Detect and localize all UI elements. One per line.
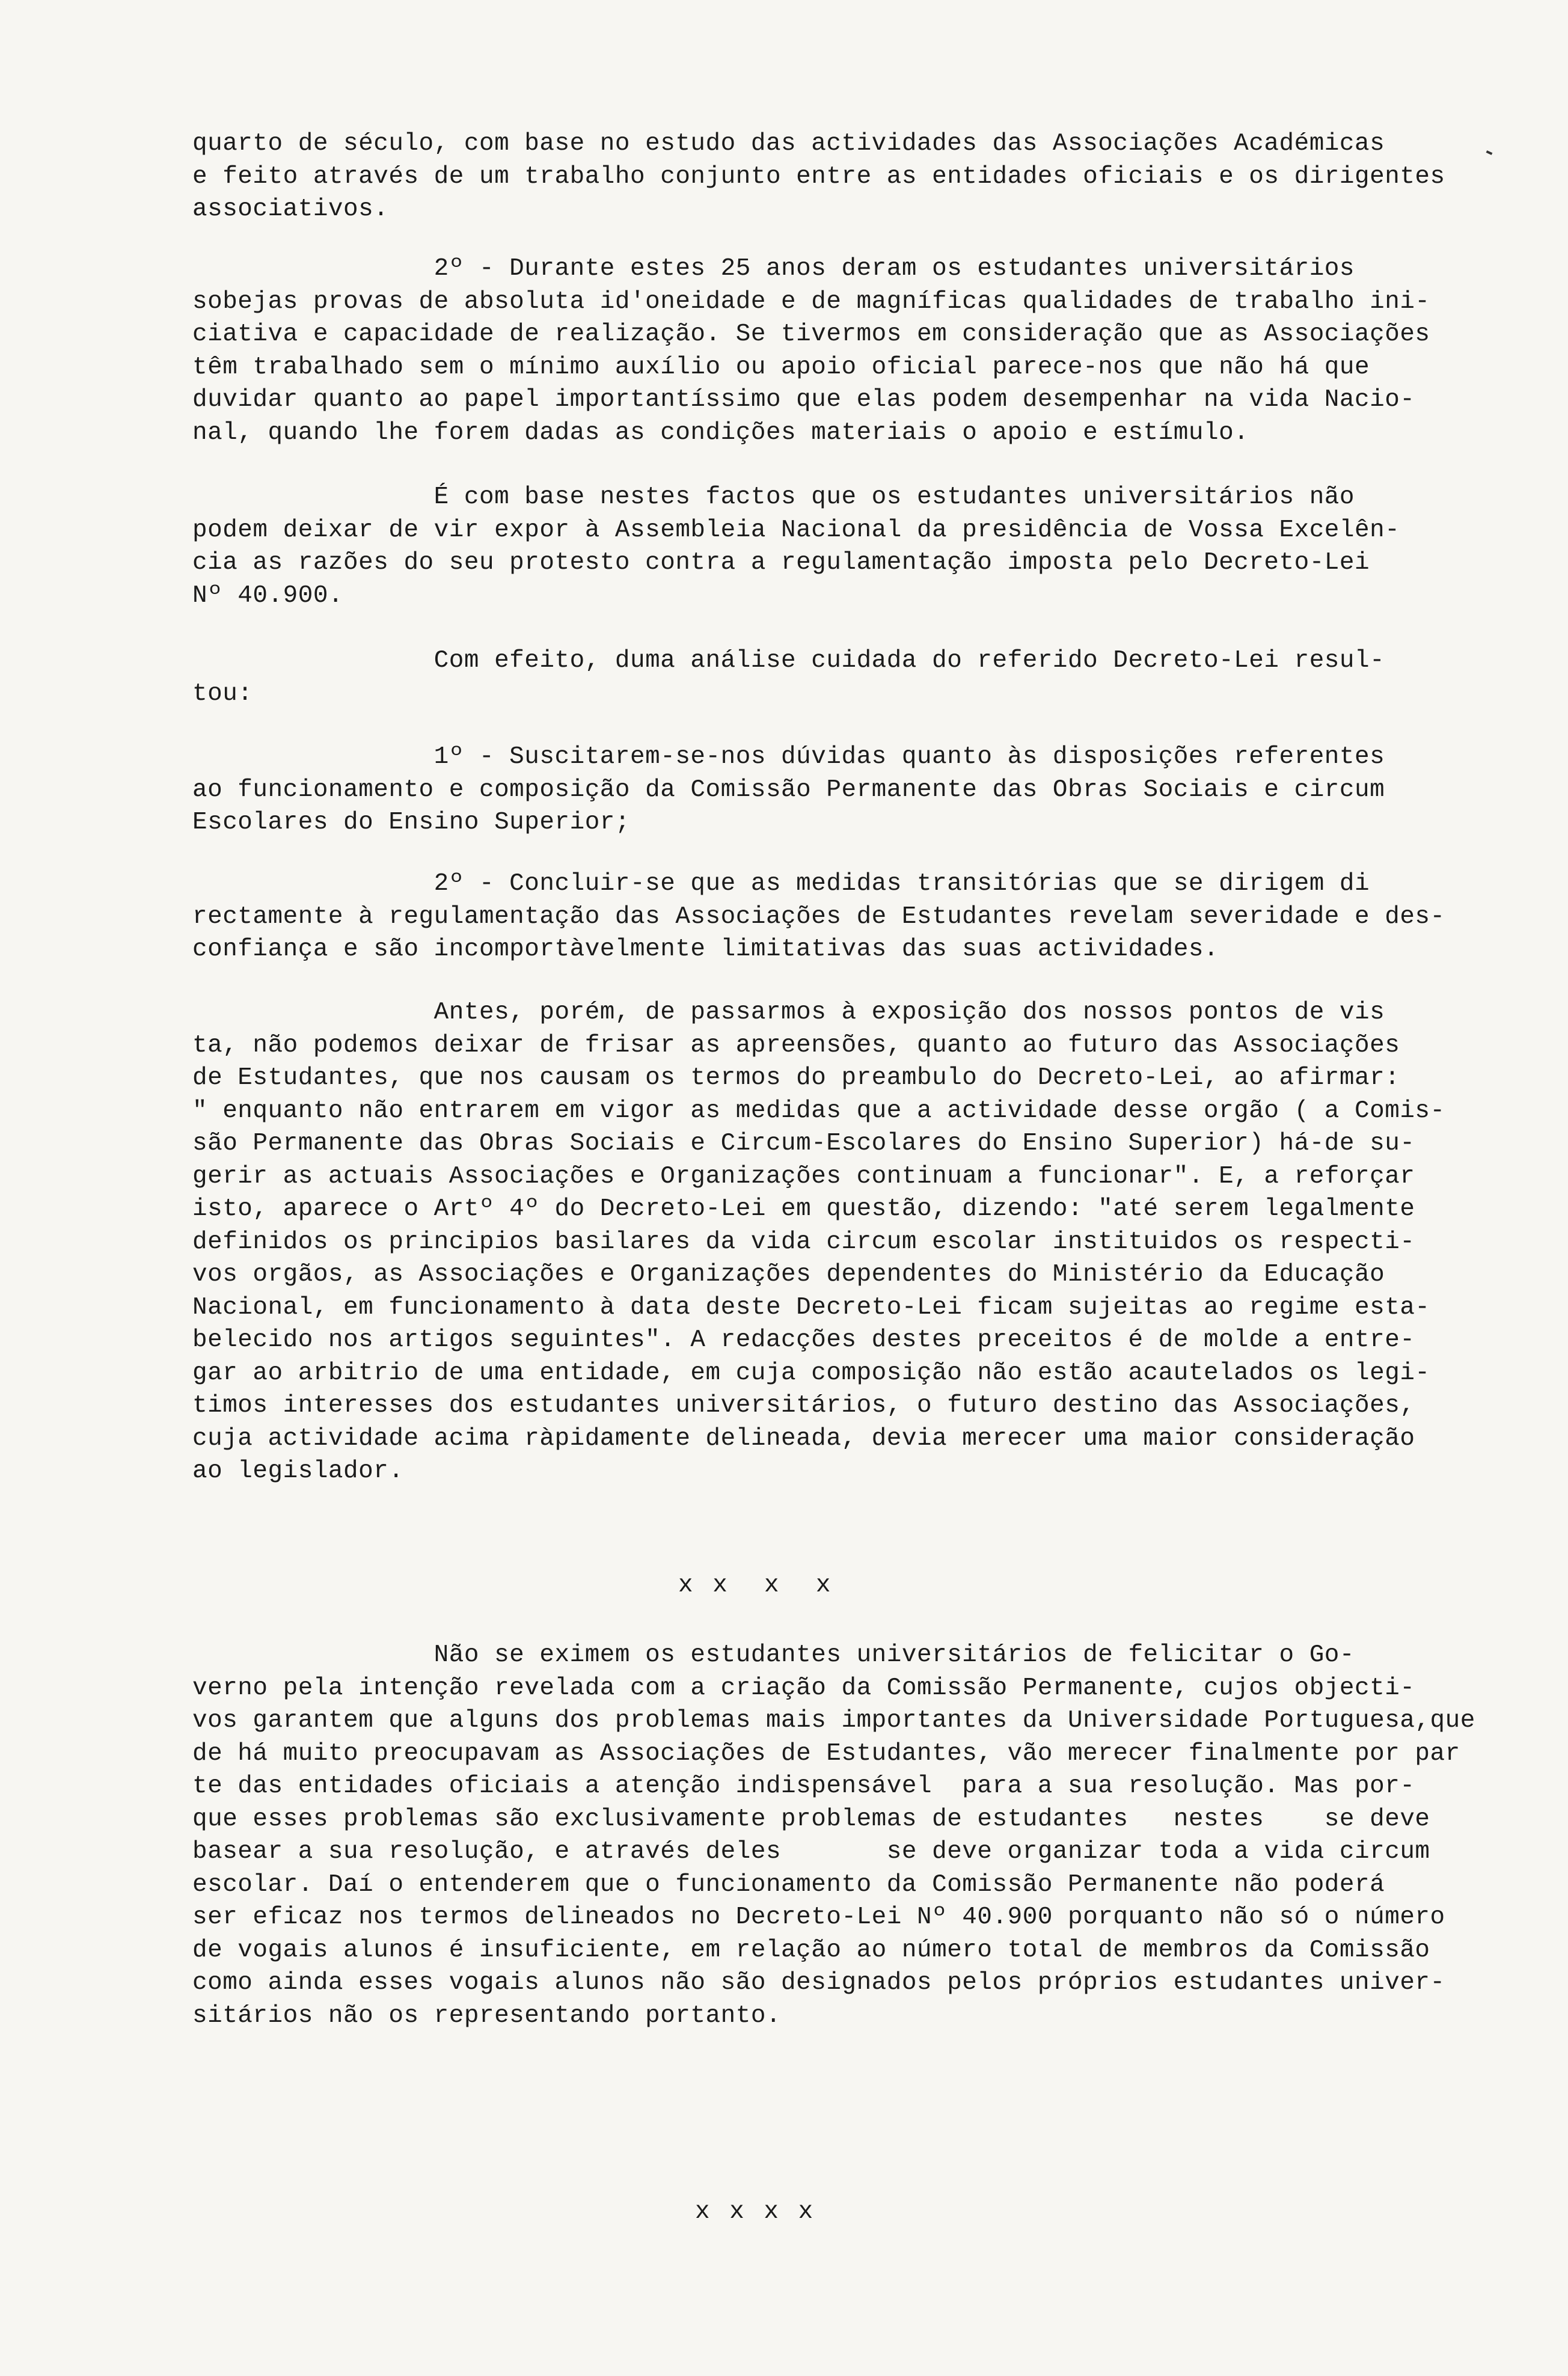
scan-speck bbox=[1486, 150, 1493, 155]
paragraph-point-2-transitional: 2º - Concluir-se que as medidas transitórias que se dirigem di rectamente à regulamentação das Associações de Estudantes revelam severidade e des- confiança e são incomportàvelmente limitativas das suas actividades. bbox=[192, 870, 1445, 963]
paragraph-commission: Não se eximem os estudantes universitários de felicitar o Go- verno pela intenção revelada com a criação da Comissão Permanente, cujos objecti- vos garantem que alguns dos problemas mais importantes da Universidade Portuguesa,que de há muito preocupavam as Associações de Estudantes, vão merecer finalmente por par te das entidades oficiais a atenção indispensável para a sua resolução. Mas por- que esses problemas são exclusivamente problemas de estudantes nestes se deve basear a sua resolução, e através deles se deve organizar toda a vida circum escolar. Daí o entenderem que o funcionamento da Comissão Permanente não poderá ser eficaz nos termos delineados no Decreto-Lei Nº 40.900 porquanto não só o número de vogais alunos é insuficiente, em relação ao número total de membros da Comissão como ainda esses vogais alunos não são designados pelos próprios estudantes univer- sitários não os representando portanto. bbox=[192, 1641, 1475, 2030]
paragraph-analysis-intro: Com efeito, duma análise cuidada do referido Decreto-Lei resul- tou: bbox=[192, 647, 1385, 708]
paragraph-point-1-doubts: 1º - Suscitarem-se-nos dúvidas quanto às disposições referentes ao funcionamento e composição da Comissão Permanente das Obras Sociais e circum Escolares do Ensino Superior; bbox=[192, 743, 1385, 836]
paragraph-point-2-achievements: 2º - Durante estes 25 anos deram os estudantes universitários sobejas provas de absoluta id'oneidade e de magníficas qualidades de trabalho ini- ciativa e capacidade de realização. Se tivermos em consideração que as Associações têm trabalhado sem o mínimo auxílio ou apoio oficial parece-nos que não há que duvidar quanto ao papel importantíssimo que elas podem desempenhar na vida Nacio- nal, quando lhe forem dadas as condições materiais o apoio e estímulo. bbox=[192, 255, 1430, 447]
paragraph-apprehensions: Antes, porém, de passarmos à exposição dos nossos pontos de vis ta, não podemos deixar de frisar as apreensões, quanto ao futuro das Associações de Estudantes, que nos causam os termos do preambulo do Decreto-Lei, ao afirmar: " enquanto não entrarem em vigor as medidas que a actividade desse orgão ( a Comis- são Permanente das Obras Sociais e Circum-Escolares do Ensino Superior) há-de su- gerir as actuais Associações e Organizações continuam a funcionar". E, a reforçar isto, aparece o Artº 4º do Decreto-Lei em questão, dizendo: "até serem legalmente definidos os principios basilares da vida circum escolar instituidos os respecti- vos orgãos, as Associações e Organizações dependentes do Ministério da Educação Nacional, em funcionamento à data deste Decreto-Lei ficam sujeitas ao regime esta- belecido nos artigos seguintes". A redacções destes preceitos é de molde a entre- gar ao arbitrio de uma entidade, em cuja composição não estão acautelados os legi- timos interesses dos estudantes universitários, o futuro destino das Associações, cuja actividade acima ràpidamente delineada, devia merecer uma maior consideração ao legislador. bbox=[192, 999, 1445, 1485]
paragraph-continuation: quarto de século, com base no estudo das actividades das Associações Académicas e feito através de um trabalho conjunto entre as entidades oficiais e os dirigentes associativos. bbox=[192, 130, 1445, 223]
section-separator: x x x x bbox=[678, 1572, 833, 1599]
section-separator-end: x x x x bbox=[695, 2198, 816, 2226]
paragraph-protest: É com base nestes factos que os estudantes universitários não podem deixar de vir expor à Assembleia Nacional da presidência de Vossa Excelên- cia as razões do seu protesto contra a regulamentação imposta pelo Decreto-Lei Nº 40.900. bbox=[192, 483, 1400, 610]
